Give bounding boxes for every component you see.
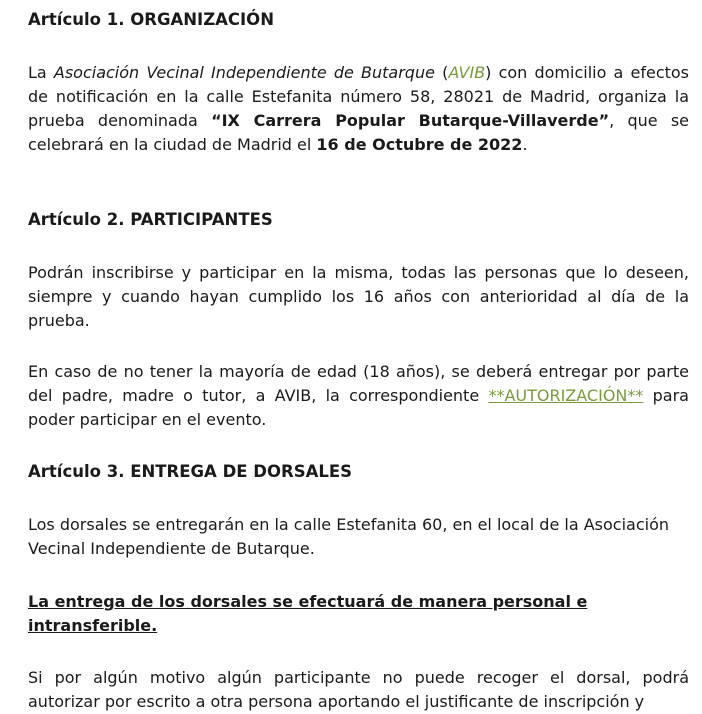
autorizacion-link[interactable]: **AUTORIZACIÓN** bbox=[488, 386, 644, 405]
article-2-heading: Artículo 2. PARTICIPANTES bbox=[28, 210, 273, 229]
association-name: Asociación Vecinal Independiente de Butarque bbox=[53, 63, 435, 82]
article-1-heading: Artículo 1. ORGANIZACIÓN bbox=[28, 10, 275, 29]
article-3-paragraph-3: Si por algún motivo algún participante no puede recoger el dorsal, podrá autorizar por escrito a otra persona aportando el justificante de inscripción y bbox=[28, 668, 689, 711]
article-2-paragraph-2: En caso de no tener la mayoría de edad (18 años), se deberá entregar por parte del padre, madre o tutor, a AVIB, la correspondiente **AUTORIZACIÓN** para poder participar en el evento. bbox=[28, 362, 689, 429]
race-name: “IX Carrera Popular Butarque-Villaverde” bbox=[211, 111, 610, 130]
article-2-paragraph-1: Podrán inscribirse y participar en la misma, todas las personas que lo deseen, siempre y cuando hayan cumplido los 16 años con anterioridad al día de la prueba. bbox=[28, 263, 689, 330]
article-3-personal-delivery-note: La entrega de los dorsales se efectuará de manera personal e intransferible. bbox=[28, 592, 588, 635]
race-date: 16 de Octubre de 2022 bbox=[316, 135, 523, 154]
article-3-heading: Artículo 3. ENTREGA DE DORSALES bbox=[28, 462, 353, 481]
article-1-paragraph: La Asociación Vecinal Independiente de Butarque (AVIB) con domicilio a efectos de notificación en la calle Estefanita número 58, 28021 de Madrid, organiza la prueba denominada “IX Carrera Popular Butarque-Villaverde”, que se celebrará en la ciudad de Madrid el 16 de Octubre de 2022. bbox=[28, 63, 690, 154]
avib-abbreviation: AVIB bbox=[448, 63, 486, 82]
article-3-paragraph-1: Los dorsales se entregarán en la calle Estefanita 60, en el local de la Asociación Vecinal Independiente de Butarque. bbox=[28, 515, 670, 558]
